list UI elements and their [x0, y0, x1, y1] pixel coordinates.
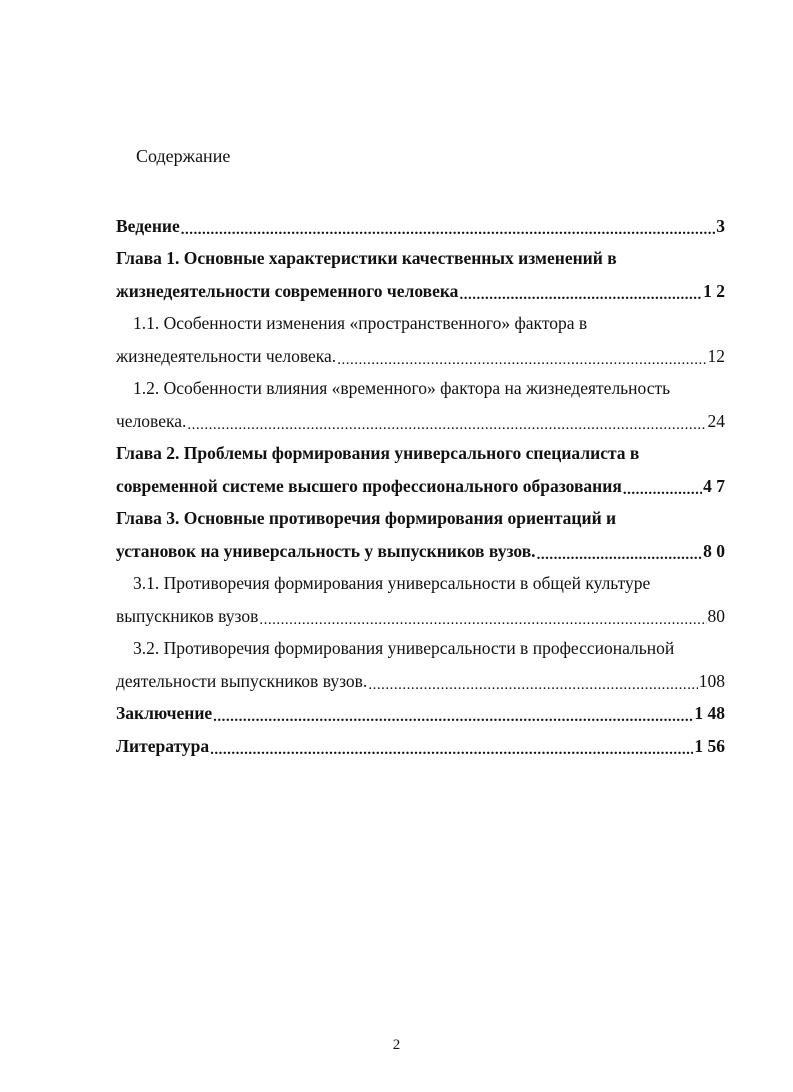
- toc-entry-label: Ведение: [116, 215, 180, 236]
- toc-page-number: 1 56: [694, 735, 725, 756]
- dot-leader: [213, 707, 693, 725]
- toc-chapter-2-title[interactable]: [116, 438, 725, 471]
- dot-leader: [337, 350, 706, 368]
- toc-page-number: 24: [707, 410, 725, 431]
- toc-chapter-3-title-end[interactable]: [116, 535, 725, 568]
- toc-section-3-1[interactable]: [116, 568, 725, 601]
- dot-leader: [537, 545, 703, 563]
- toc-section-1-1[interactable]: [116, 308, 725, 341]
- toc-entry-label: 1.1. Особенности изменения «пространственного» фактора в: [133, 313, 588, 333]
- toc-entry-conclusion[interactable]: [116, 698, 725, 731]
- toc-chapter-1-title-end[interactable]: [116, 275, 725, 308]
- toc-entry-introduction[interactable]: [116, 210, 725, 243]
- toc-section-1-2-end[interactable]: [116, 405, 725, 438]
- toc-entry-label: человека.: [116, 410, 187, 431]
- toc-chapter-3-title[interactable]: [116, 503, 725, 536]
- toc-entry-label: установок на универсальность у выпускников вузов.: [116, 540, 536, 561]
- toc-entry-label: Глава 3. Основные противоречия формирования ориентаций и: [116, 508, 617, 528]
- toc-page-number: 1 2: [703, 280, 725, 301]
- toc-entry-label: 1.2. Особенности влияния «временного» фактора на жизнедеятельность: [133, 378, 671, 398]
- toc-page-number: 8 0: [703, 540, 725, 561]
- toc-entry-label: Глава 2. Проблемы формирования универсального специалиста в: [116, 443, 640, 463]
- toc-section-3-2-end[interactable]: [116, 665, 725, 698]
- toc-section-1-2[interactable]: [116, 373, 725, 406]
- toc-entry-label: Заключение: [116, 703, 213, 723]
- toc-page-number: 4 7: [703, 475, 725, 496]
- dot-leader: [368, 675, 697, 693]
- toc-section-3-2[interactable]: [116, 633, 725, 666]
- dot-leader: [181, 220, 715, 238]
- toc-entry-label: современной системе высшего профессионального образования: [116, 475, 622, 496]
- toc-page-number: 3: [716, 215, 725, 236]
- toc-page-number: 1 48: [694, 703, 725, 723]
- dot-leader: [210, 740, 693, 758]
- toc-page-number: 80: [707, 605, 725, 626]
- toc-entry-label: Литература: [116, 735, 210, 756]
- toc-entry-label: деятельности выпускников вузов.: [116, 670, 368, 691]
- toc-entry-label: жизнедеятельности человека.: [116, 345, 337, 366]
- dot-leader: [259, 610, 706, 628]
- toc-section-3-1-end[interactable]: [116, 600, 725, 633]
- page-number: 2: [392, 1037, 401, 1053]
- toc-entry-label: выпускников вузов: [116, 605, 259, 626]
- toc-chapter-1-title[interactable]: [116, 243, 725, 276]
- dot-leader: [623, 480, 702, 498]
- toc-entry-label: жизнедеятельности современного человека: [116, 280, 459, 301]
- toc-entry-literature[interactable]: [116, 730, 725, 763]
- page-title: Содержание: [136, 146, 231, 166]
- toc-page-number: 108: [698, 670, 725, 691]
- table-of-contents: [116, 210, 725, 763]
- dot-leader: [187, 415, 706, 433]
- toc-page-number: 12: [707, 345, 725, 366]
- dot-leader: [459, 285, 702, 303]
- toc-entry-label: 3.1. Противоречия формирования универсальности в общей культуре: [133, 573, 651, 593]
- toc-entry-label: Глава 1. Основные характеристики качественных изменений в: [116, 248, 617, 268]
- toc-chapter-2-title-end[interactable]: [116, 470, 725, 503]
- toc-entry-label: 3.2. Противоречия формирования универсальности в профессиональной: [133, 638, 675, 658]
- toc-section-1-1-end[interactable]: [116, 340, 725, 373]
